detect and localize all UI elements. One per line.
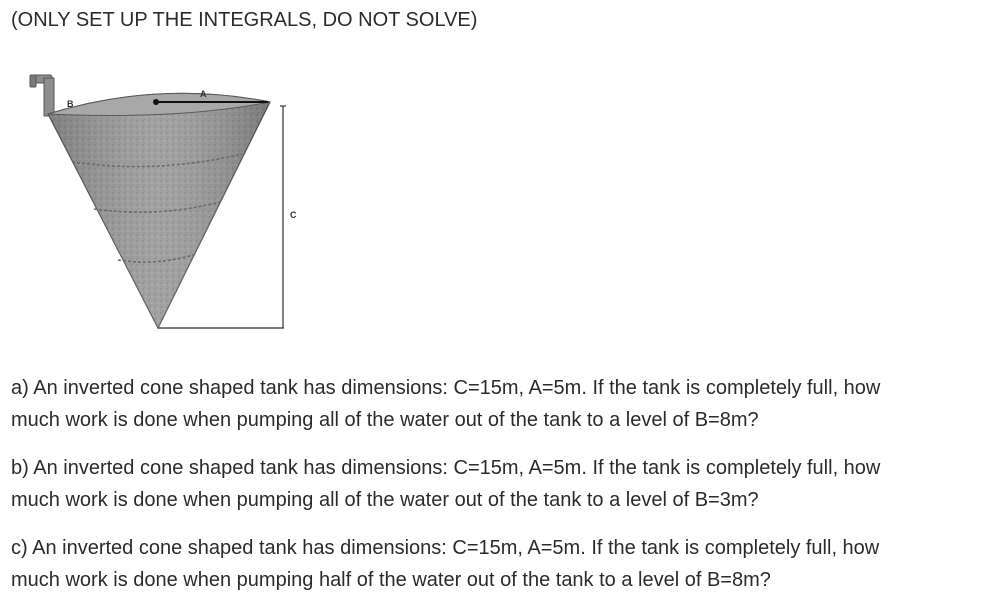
outlet-pipe bbox=[30, 75, 54, 116]
question-c-line2: much work is done when pumping half of the water out of the tank to a level of B=8m? bbox=[11, 569, 771, 591]
question-c-line1: c) An inverted cone shaped tank has dimensions: C=15m, A=5m. If the tank is completely full, how bbox=[11, 537, 880, 559]
question-a-line1: a) An inverted cone shaped tank has dimensions: C=15m, A=5m. If the tank is completely full, how bbox=[11, 377, 881, 399]
label-c: C bbox=[290, 210, 297, 220]
cone-tank bbox=[48, 93, 270, 328]
question-b-line2: much work is done when pumping all of the water out of the tank to a level of B=3m? bbox=[11, 489, 759, 511]
question-c bbox=[11, 532, 976, 596]
label-a: A bbox=[200, 89, 207, 99]
label-b: B bbox=[67, 99, 74, 109]
instruction-heading: (ONLY SET UP THE INTEGRALS, DO NOT SOLVE) bbox=[11, 9, 478, 31]
question-b bbox=[11, 452, 976, 516]
cone-tank-figure bbox=[28, 66, 298, 338]
question-a bbox=[11, 372, 976, 436]
question-a-line2: much work is done when pumping all of the water out of the tank to a level of B=8m? bbox=[11, 409, 759, 431]
question-b-line1: b) An inverted cone shaped tank has dimensions: C=15m, A=5m. If the tank is completely full, how bbox=[11, 457, 881, 479]
